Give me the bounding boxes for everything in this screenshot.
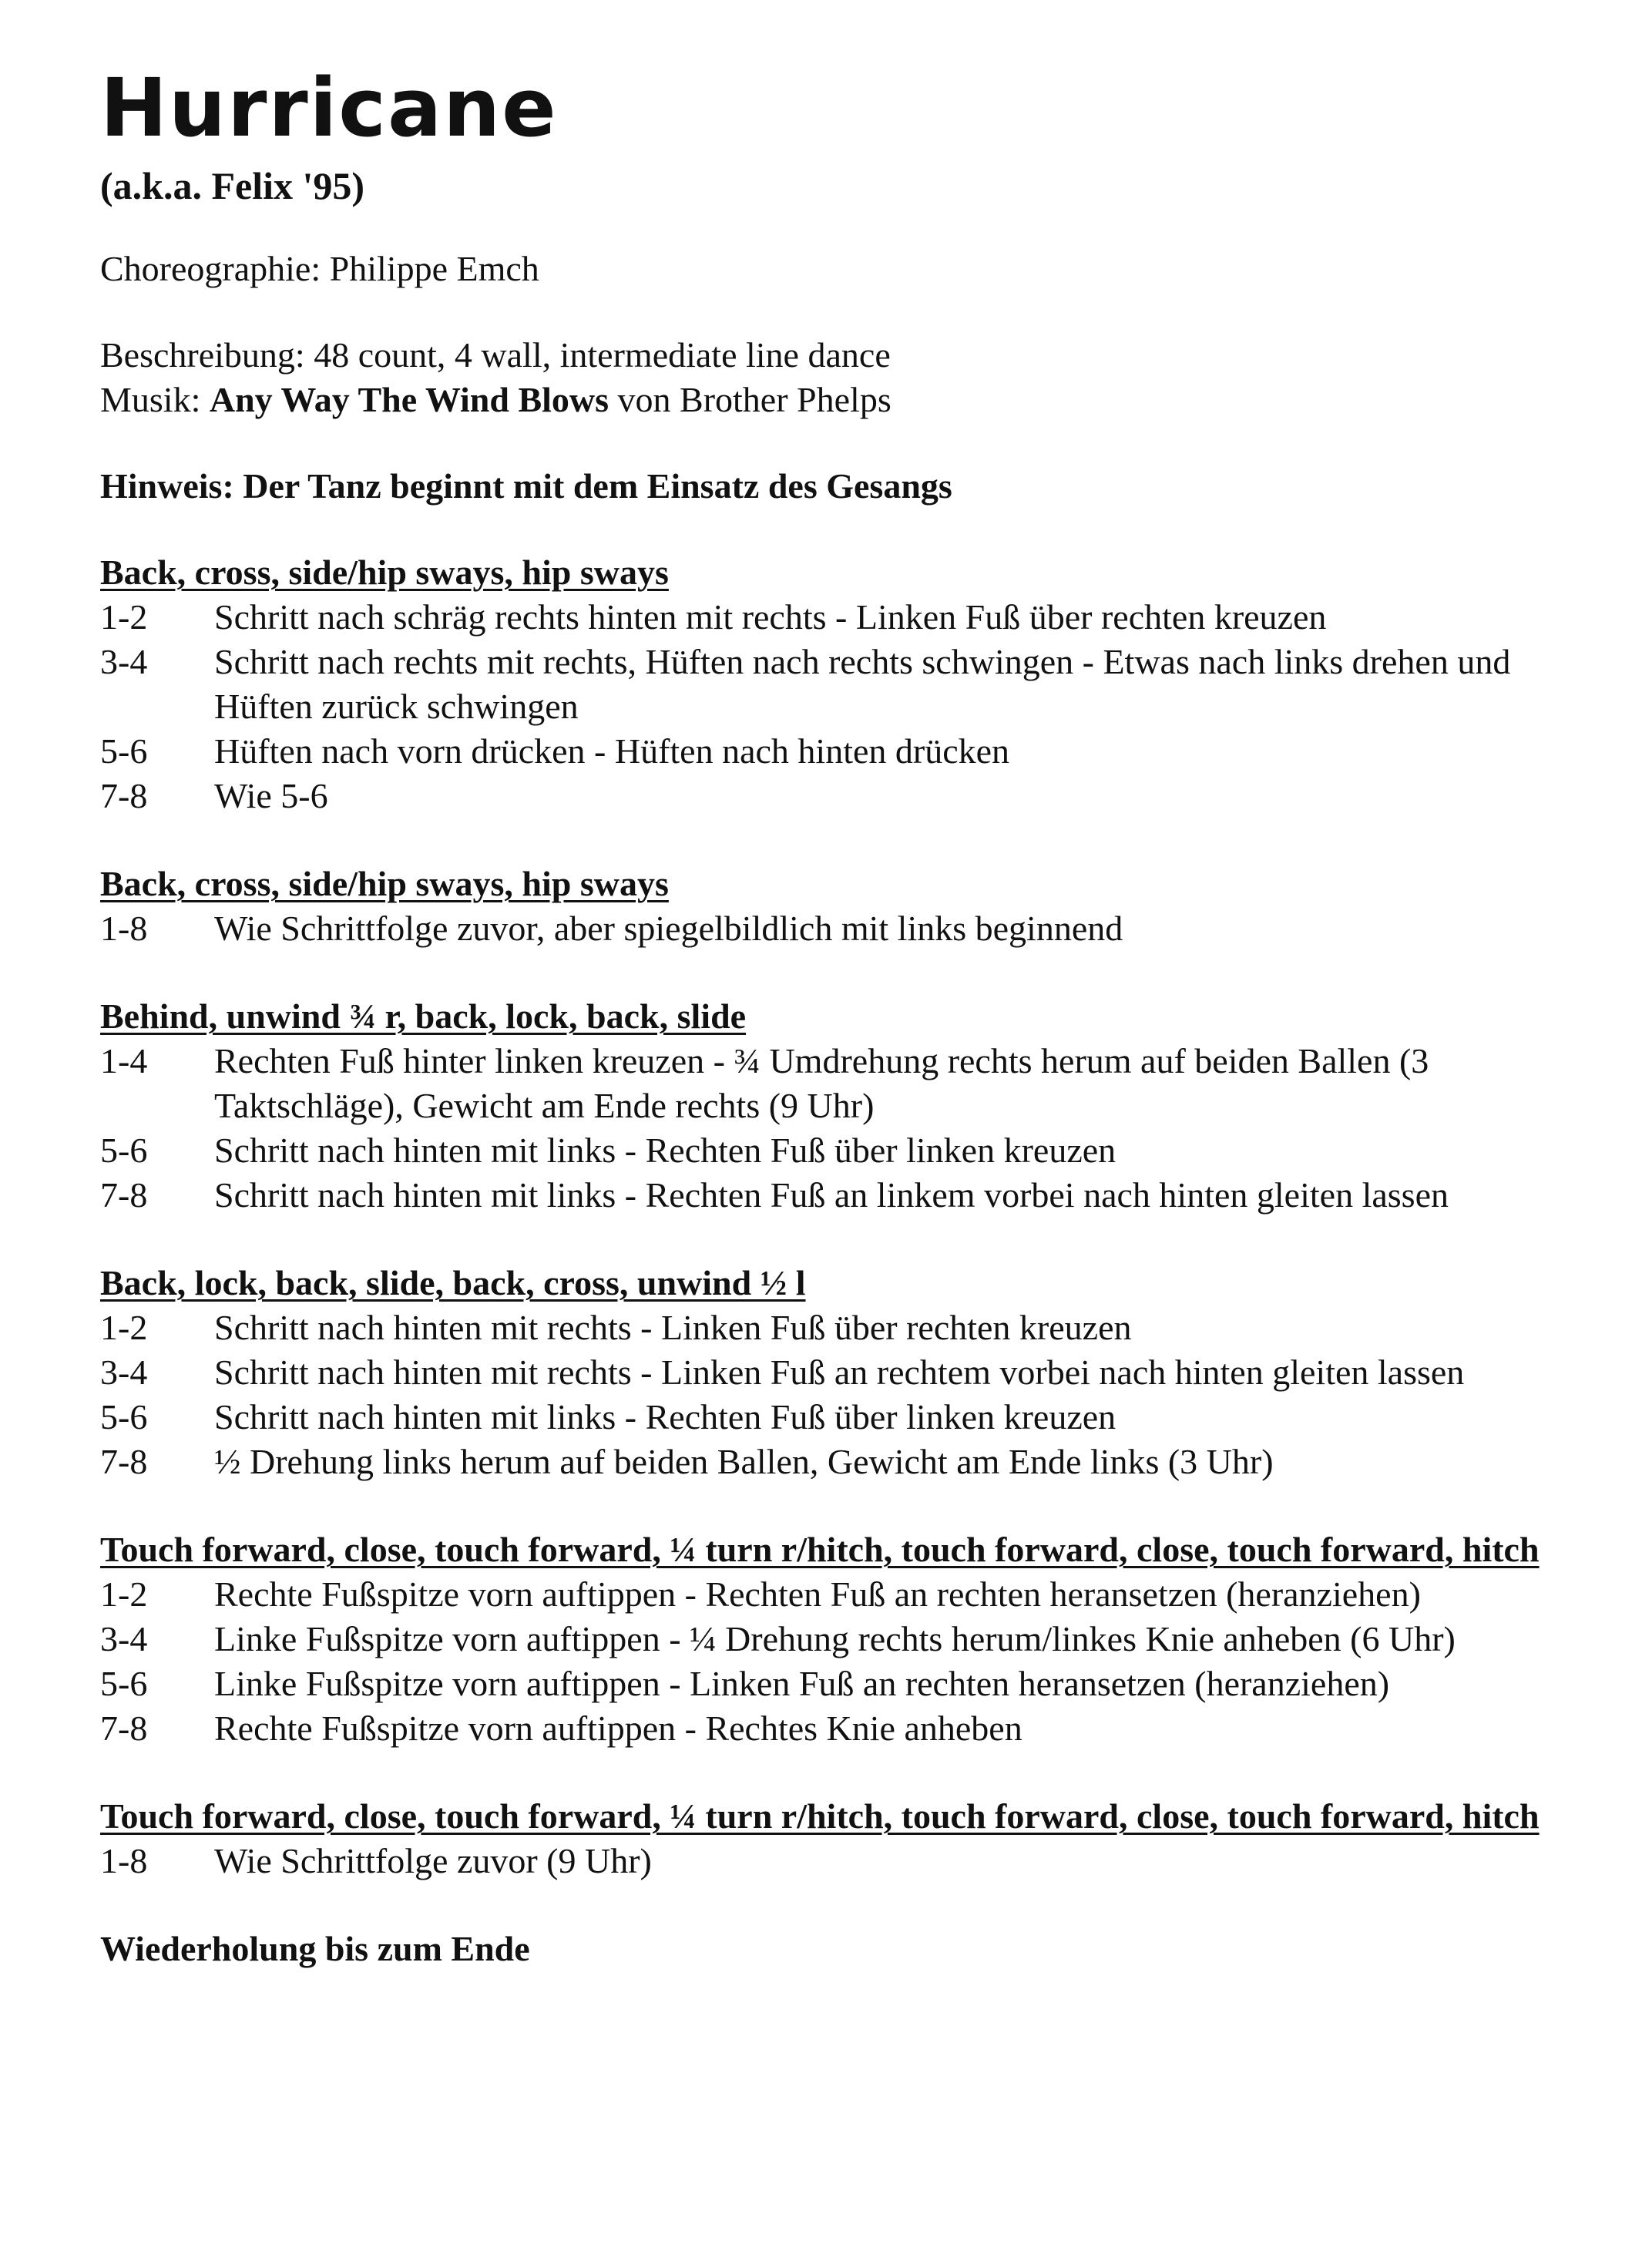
step-section <box>100 1794 1580 1883</box>
step-description: ½ Drehung links herum auf beiden Ballen, Gewicht am Ende links (3 Uhr) <box>214 1442 1274 1481</box>
step-row <box>100 1617 1580 1662</box>
step-row <box>100 1395 1580 1440</box>
section-title: Back, cross, side/hip sways, hip sways <box>100 864 669 903</box>
step-description: Schritt nach hinten mit rechts - Linken Fuß über rechten kreuzen <box>214 1308 1132 1347</box>
step-row <box>100 1706 1580 1751</box>
step-description: Rechten Fuß hinter linken kreuzen - ¾ Umdrehung rechts herum auf beiden Ballen (3 Taktschläge), Gewicht am Ende rechts (9 Uhr) <box>214 1041 1429 1125</box>
section-title: Behind, unwind ¾ r, back, lock, back, slide <box>100 996 747 1036</box>
page-title: Hurricane <box>100 61 558 155</box>
step-section <box>100 1527 1580 1751</box>
step-row <box>100 1350 1580 1395</box>
step-row <box>100 774 1580 818</box>
step-section <box>100 550 1580 818</box>
choreo-value: Philippe Emch <box>329 249 539 288</box>
step-section <box>100 1261 1580 1484</box>
step-count: 5-6 <box>100 1131 148 1170</box>
step-count: 1-2 <box>100 1308 148 1347</box>
step-description: Schritt nach schräg rechts hinten mit rechts - Linken Fuß über rechten kreuzen <box>214 597 1327 637</box>
step-count: 3-4 <box>100 1619 148 1658</box>
step-description: Schritt nach hinten mit links - Rechten Fuß an linkem vorbei nach hinten gleiten lassen <box>214 1175 1449 1215</box>
step-description: Schritt nach hinten mit links - Rechten Fuß über linken kreuzen <box>214 1397 1116 1436</box>
step-count: 1-2 <box>100 1574 148 1614</box>
section-title: Touch forward, close, touch forward, ¼ turn r/hitch, touch forward, close, touch forward, hitch <box>100 1796 1540 1836</box>
step-description: Hüften nach vorn drücken - Hüften nach hinten drücken <box>214 731 1010 771</box>
start-note: Hinweis: Der Tanz beginnt mit dem Einsatz des Gesangs <box>100 466 952 506</box>
step-row <box>100 1440 1580 1484</box>
step-count: 7-8 <box>100 1709 148 1748</box>
step-description: Schritt nach rechts mit rechts, Hüften nach rechts schwingen - Etwas nach links drehen und Hüften zurück schwingen <box>214 642 1511 726</box>
section-title: Touch forward, close, touch forward, ¼ turn r/hitch, touch forward, close, touch forward, hitch <box>100 1530 1540 1569</box>
step-count: 5-6 <box>100 1397 148 1436</box>
step-description: Linke Fußspitze vorn auftippen - ¼ Drehung rechts herum/linkes Knie anheben (6 Uhr) <box>214 1619 1456 1658</box>
music-label: Musik: <box>100 380 201 419</box>
step-row <box>100 1128 1580 1173</box>
choreo-label: Choreographie: <box>100 249 321 288</box>
music-line <box>100 378 1580 422</box>
section-title: Back, cross, side/hip sways, hip sways <box>100 553 669 592</box>
step-description: Wie Schrittfolge zuvor, aber spiegelbildlich mit links beginnend <box>214 909 1123 948</box>
step-row <box>100 1039 1580 1128</box>
step-count: 1-8 <box>100 909 148 948</box>
step-description: Linke Fußspitze vorn auftippen - Linken Fuß an rechten heransetzen (heranziehen) <box>214 1664 1390 1703</box>
music-artist: von Brother Phelps <box>617 380 892 419</box>
step-row <box>100 729 1580 774</box>
step-count: 3-4 <box>100 642 148 681</box>
step-row <box>100 1173 1580 1218</box>
section-title: Back, lock, back, slide, back, cross, unwind ½ l <box>100 1263 806 1302</box>
step-section <box>100 862 1580 951</box>
step-count: 1-4 <box>100 1041 148 1080</box>
step-count: 5-6 <box>100 731 148 771</box>
step-description: Schritt nach hinten mit links - Rechten Fuß über linken kreuzen <box>214 1131 1116 1170</box>
step-section <box>100 994 1580 1218</box>
step-description: Wie 5-6 <box>214 776 328 815</box>
step-row <box>100 1662 1580 1706</box>
description-label: Beschreibung: <box>100 335 305 375</box>
music-title: Any Way The Wind Blows <box>209 380 609 419</box>
step-row <box>100 1305 1580 1350</box>
step-description: Rechte Fußspitze vorn auftippen - Rechten Fuß an rechten heransetzen (heranziehen) <box>214 1574 1421 1614</box>
choreo-line <box>100 247 1580 291</box>
step-count: 1-2 <box>100 597 148 637</box>
document-page <box>100 62 1580 1971</box>
step-count: 7-8 <box>100 776 148 815</box>
step-description: Schritt nach hinten mit rechts - Linken Fuß an rechtem vorbei nach hinten gleiten lassen <box>214 1352 1465 1392</box>
step-row <box>100 595 1580 640</box>
step-description: Wie Schrittfolge zuvor (9 Uhr) <box>214 1841 652 1880</box>
description-line <box>100 333 1580 378</box>
step-count: 1-8 <box>100 1841 148 1880</box>
step-row <box>100 1572 1580 1617</box>
step-sections <box>100 550 1580 1883</box>
step-row <box>100 906 1580 951</box>
step-count: 7-8 <box>100 1175 148 1215</box>
choreo-block <box>100 247 1580 291</box>
step-description: Rechte Fußspitze vorn auftippen - Rechtes Knie anheben <box>214 1709 1022 1748</box>
step-count: 3-4 <box>100 1352 148 1392</box>
step-row <box>100 1839 1580 1883</box>
ending-note: Wiederholung bis zum Ende <box>100 1929 530 1968</box>
description-value: 48 count, 4 wall, intermediate line dance <box>314 335 891 375</box>
step-row <box>100 640 1580 729</box>
step-count: 5-6 <box>100 1664 148 1703</box>
page-subtitle: (a.k.a. Felix '95) <box>100 164 365 207</box>
info-block <box>100 333 1580 422</box>
step-count: 7-8 <box>100 1442 148 1481</box>
